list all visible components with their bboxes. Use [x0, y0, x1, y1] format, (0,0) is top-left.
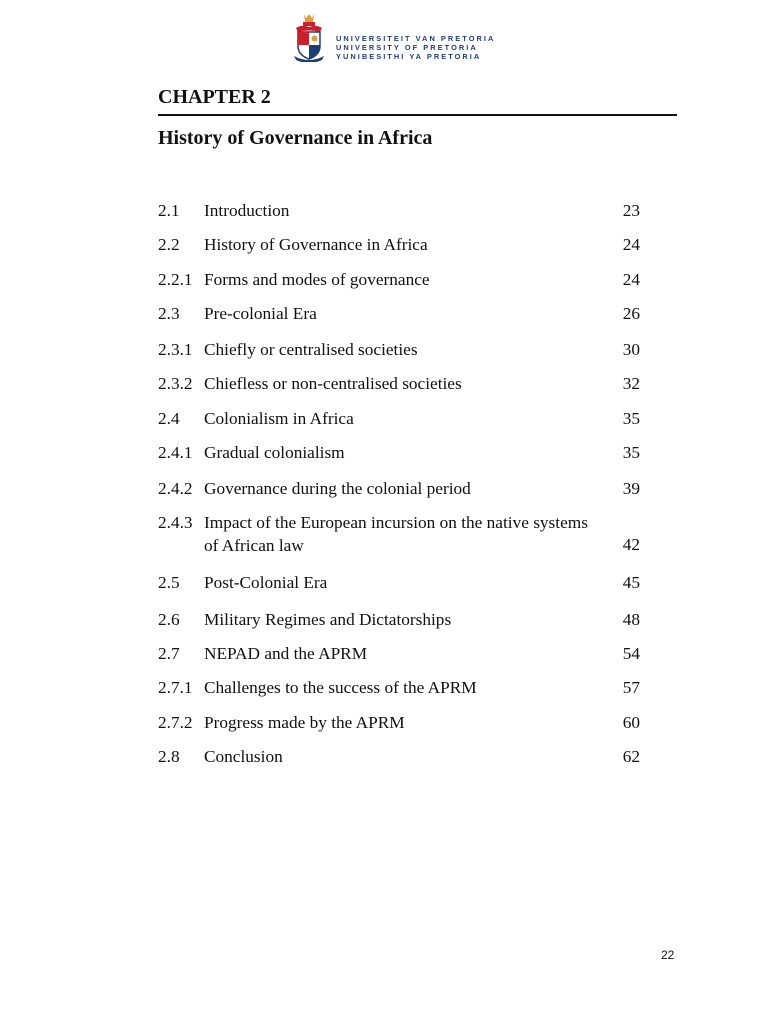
toc-entry-page: 35 [622, 409, 640, 428]
toc-entry-title-line-1: Impact of the European incursion on the native systems [204, 513, 588, 532]
university-name-afrikaans: UNIVERSITEIT VAN PRETORIA [336, 34, 496, 43]
toc-entry-number: 2.4 [158, 409, 180, 428]
toc-entry-title: Gradual colonialism [204, 443, 345, 462]
toc-entry-title: Pre-colonial Era [204, 304, 317, 323]
toc-entry-title: Chiefly or centralised societies [204, 340, 418, 359]
toc-entry-title: Chiefless or non-centralised societies [204, 374, 462, 393]
toc-entry-number: 2.6 [158, 610, 180, 629]
toc-entry-page: 26 [622, 304, 640, 323]
toc-entry-number: 2.3.1 [158, 340, 193, 359]
toc-entry-page: 57 [622, 678, 640, 697]
toc-entry-page: 48 [622, 610, 640, 629]
toc-entry-number: 2.5 [158, 573, 180, 592]
toc-entry-number: 2.4.3 [158, 513, 193, 532]
toc-entry-title: Military Regimes and Dictatorships [204, 610, 452, 629]
toc-entry-title: Progress made by the APRM [204, 713, 405, 732]
toc-entry-title: Forms and modes of governance [204, 270, 430, 289]
toc-entry-number: 2.7.2 [158, 713, 193, 732]
page-number: 22 [661, 948, 675, 962]
toc-entry-page: 35 [622, 443, 640, 462]
toc-entry-title: Introduction [204, 201, 290, 220]
toc-entry-page: 30 [622, 340, 640, 359]
toc-entry-page: 42 [622, 535, 640, 554]
toc-entry-title: Post-Colonial Era [204, 573, 328, 592]
toc-entry-title: Colonialism in Africa [204, 409, 354, 428]
toc-entry-title: Governance during the colonial period [204, 479, 471, 498]
toc-entry-number: 2.4.1 [158, 443, 193, 462]
toc-entry-page: 24 [622, 270, 640, 289]
chapter-label: CHAPTER 2 [158, 86, 271, 108]
toc-entry-page: 54 [622, 644, 640, 663]
toc-entry-number: 2.1 [158, 201, 180, 220]
toc-entry-page: 32 [622, 374, 640, 393]
toc-entry-number: 2.8 [158, 747, 180, 766]
toc-entry-title: Challenges to the success of the APRM [204, 678, 477, 697]
toc-entry-page: 60 [622, 713, 640, 732]
university-name-sepedi: YUNIBESITHI YA PRETORIA [336, 52, 482, 61]
toc-entry-title: NEPAD and the APRM [204, 644, 368, 663]
toc-entry-page: 39 [622, 479, 640, 498]
toc-entry-title [204, 512, 624, 557]
toc-entry-title-line-2: of African law [204, 535, 304, 555]
toc-entry-number: 2.2 [158, 235, 180, 254]
toc-entry-title: History of Governance in Africa [204, 235, 428, 254]
toc-entry-page: 62 [622, 747, 640, 766]
university-name-english: UNIVERSITY OF PRETORIA [336, 43, 478, 52]
toc-entry-number: 2.4.2 [158, 479, 193, 498]
toc-entry-title: Conclusion [204, 747, 283, 766]
toc-entry-number: 2.3.2 [158, 374, 193, 393]
toc-entry-page: 23 [622, 201, 640, 220]
toc-entry-page: 24 [622, 235, 640, 254]
toc-entry-number: 2.3 [158, 304, 180, 323]
chapter-title: History of Governance in Africa [158, 127, 433, 149]
toc-entry-number: 2.2.1 [158, 270, 193, 289]
toc-entry-number: 2.7 [158, 644, 180, 663]
toc-entry-page: 45 [622, 573, 640, 592]
toc-entry-number: 2.7.1 [158, 678, 193, 697]
